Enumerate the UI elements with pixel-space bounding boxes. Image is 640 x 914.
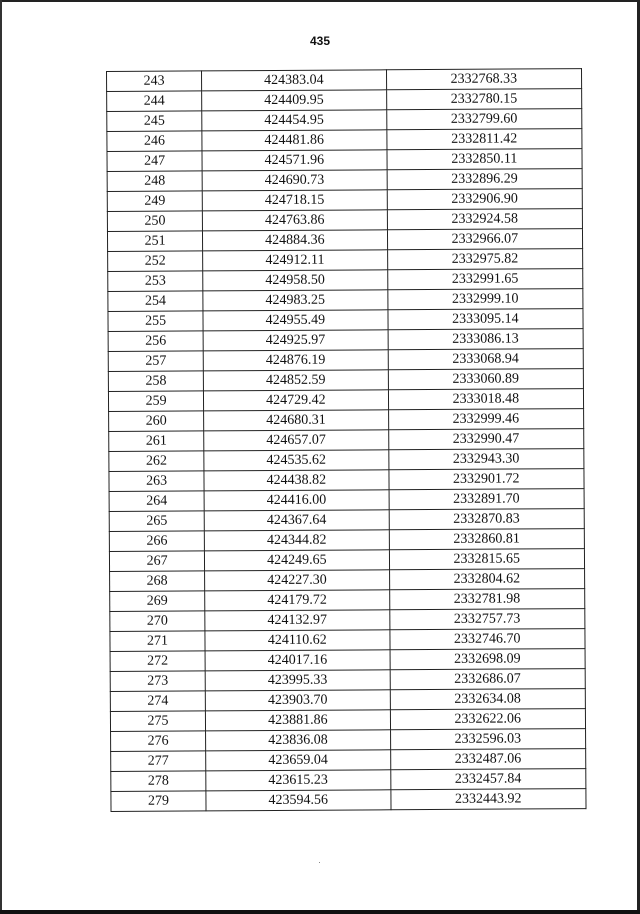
- point-number-cell: 259: [108, 391, 203, 412]
- easting-cell: 423659.04: [206, 750, 391, 771]
- easting-cell: 424416.00: [204, 490, 389, 511]
- northing-cell: 2332811.42: [386, 129, 582, 150]
- point-number-cell: 278: [111, 771, 206, 792]
- table-row: [109, 429, 584, 452]
- point-number-cell: 249: [107, 191, 202, 212]
- point-number-cell: 256: [108, 331, 203, 352]
- table-row: [108, 369, 583, 392]
- point-number-cell: 255: [108, 311, 203, 332]
- table-row: [111, 789, 586, 812]
- table-row: [110, 629, 585, 652]
- northing-cell: 2332457.84: [390, 769, 586, 790]
- table-row: [107, 129, 582, 152]
- easting-cell: 424249.65: [205, 550, 390, 571]
- point-number-cell: 254: [108, 291, 203, 312]
- point-number-cell: 279: [111, 791, 206, 812]
- scan-edge-bottom: [0, 910, 640, 914]
- northing-cell: 2332698.09: [390, 649, 586, 670]
- table-row: [109, 449, 584, 472]
- easting-cell: 424017.16: [205, 650, 390, 671]
- point-number-cell: 266: [109, 531, 204, 552]
- scan-edge-left: [0, 0, 2, 914]
- easting-cell: 424958.50: [203, 270, 388, 291]
- table-row: [109, 529, 584, 552]
- table-row: [107, 229, 582, 252]
- table-row: [107, 169, 582, 192]
- northing-cell: 2332906.90: [387, 189, 583, 210]
- easting-cell: 424912.11: [203, 250, 388, 271]
- easting-cell: 424367.64: [204, 510, 389, 531]
- northing-cell: 2332487.06: [390, 749, 586, 770]
- northing-cell: 2332896.29: [387, 169, 583, 190]
- easting-cell: 424718.15: [202, 190, 387, 211]
- northing-cell: 2332634.08: [390, 689, 586, 710]
- table-row: [110, 589, 585, 612]
- point-number-cell: 248: [107, 171, 202, 192]
- easting-cell: 424179.72: [205, 590, 390, 611]
- table-row: [108, 269, 583, 292]
- northing-cell: 2332799.60: [386, 109, 582, 130]
- scan-edge-top: [0, 0, 640, 2]
- table-row: [111, 769, 586, 792]
- easting-cell: 423881.86: [206, 710, 391, 731]
- easting-cell: 424680.31: [204, 410, 389, 431]
- point-number-cell: 250: [107, 211, 202, 232]
- northing-cell: 2332991.65: [387, 269, 583, 290]
- easting-cell: 424884.36: [203, 230, 388, 251]
- easting-cell: 424344.82: [204, 530, 389, 551]
- easting-cell: 424383.04: [202, 70, 387, 91]
- easting-cell: 424438.82: [204, 470, 389, 491]
- table-row: [107, 89, 582, 112]
- table-row: [111, 749, 586, 772]
- point-number-cell: 275: [110, 711, 205, 732]
- easting-cell: 424535.62: [204, 450, 389, 471]
- table-row: [109, 509, 584, 532]
- easting-cell: 424481.86: [202, 130, 387, 151]
- point-number-cell: 261: [109, 431, 204, 452]
- easting-cell: 424132.97: [205, 610, 390, 631]
- point-number-cell: 244: [107, 91, 202, 112]
- northing-cell: 2332924.58: [387, 209, 583, 230]
- northing-cell: 2333095.14: [388, 309, 584, 330]
- northing-cell: 2332975.82: [387, 249, 583, 270]
- point-number-cell: 258: [108, 371, 203, 392]
- table-row: [107, 69, 582, 92]
- northing-cell: 2333068.94: [388, 349, 584, 370]
- table-row: [110, 669, 585, 692]
- table-row: [107, 209, 582, 232]
- northing-cell: 2332990.47: [388, 429, 584, 450]
- scan-speck: [319, 862, 320, 863]
- point-number-cell: 271: [110, 631, 205, 652]
- easting-cell: 423836.08: [206, 730, 391, 751]
- northing-cell: 2332860.81: [389, 529, 585, 550]
- northing-cell: 2332596.03: [390, 729, 586, 750]
- easting-cell: 424983.25: [203, 290, 388, 311]
- easting-cell: 424729.42: [204, 390, 389, 411]
- point-number-cell: 253: [108, 271, 203, 292]
- point-number-cell: 270: [110, 611, 205, 632]
- northing-cell: 2332999.10: [387, 289, 583, 310]
- point-number-cell: 262: [109, 451, 204, 472]
- easting-cell: 424227.30: [205, 570, 390, 591]
- northing-cell: 2332870.83: [389, 509, 585, 530]
- table-row: [109, 469, 584, 492]
- table-row: [108, 249, 583, 272]
- point-number-cell: 277: [111, 751, 206, 772]
- point-number-cell: 265: [109, 511, 204, 532]
- point-number-cell: 263: [109, 471, 204, 492]
- table-row: [111, 729, 586, 752]
- easting-cell: 424409.95: [202, 90, 387, 111]
- northing-cell: 2332757.73: [389, 609, 585, 630]
- northing-cell: 2332780.15: [386, 89, 582, 110]
- easting-cell: 423594.56: [206, 790, 391, 811]
- easting-cell: 423615.23: [206, 770, 391, 791]
- point-number-cell: 260: [109, 411, 204, 432]
- easting-cell: 424876.19: [203, 350, 388, 371]
- table-row: [107, 189, 582, 212]
- northing-cell: 2332622.06: [390, 709, 586, 730]
- table-row: [107, 149, 582, 172]
- table-row: [110, 609, 585, 632]
- northing-cell: 2332746.70: [389, 629, 585, 650]
- table-row: [109, 409, 584, 432]
- table-row: [110, 569, 585, 592]
- easting-cell: 424110.62: [205, 630, 390, 651]
- table-row: [108, 309, 583, 332]
- northing-cell: 2332966.07: [387, 229, 583, 250]
- point-number-cell: 257: [108, 351, 203, 372]
- easting-cell: 424955.49: [203, 310, 388, 331]
- easting-cell: 424454.95: [202, 110, 387, 131]
- table-row: [110, 689, 585, 712]
- point-number-cell: 246: [107, 131, 202, 152]
- northing-cell: 2332781.98: [389, 589, 585, 610]
- table-row: [109, 489, 584, 512]
- table-row: [108, 349, 583, 372]
- point-number-cell: 267: [109, 551, 204, 572]
- northing-cell: 2332443.92: [390, 789, 586, 810]
- table-row: [108, 289, 583, 312]
- point-number-cell: 247: [107, 151, 202, 172]
- northing-cell: 2332901.72: [389, 469, 585, 490]
- coordinate-table-body: [107, 69, 587, 812]
- point-number-cell: 273: [110, 671, 205, 692]
- table-row: [108, 329, 583, 352]
- point-number-cell: 269: [110, 591, 205, 612]
- page-number: 435: [309, 34, 331, 48]
- northing-cell: 2332815.65: [389, 549, 585, 570]
- northing-cell: 2333060.89: [388, 369, 584, 390]
- table-row: [110, 649, 585, 672]
- point-number-cell: 252: [108, 251, 203, 272]
- table-row: [108, 389, 583, 412]
- easting-cell: 423903.70: [205, 690, 390, 711]
- northing-cell: 2332850.11: [387, 149, 583, 170]
- point-number-cell: 272: [110, 651, 205, 672]
- easting-cell: 424690.73: [202, 170, 387, 191]
- northing-cell: 2333018.48: [388, 389, 584, 410]
- northing-cell: 2332891.70: [389, 489, 585, 510]
- point-number-cell: 245: [107, 111, 202, 132]
- northing-cell: 2333086.13: [388, 329, 584, 350]
- table-row: [109, 549, 584, 572]
- table-row: [110, 709, 585, 732]
- easting-cell: 424925.97: [203, 330, 388, 351]
- northing-cell: 2332686.07: [390, 669, 586, 690]
- easting-cell: 424657.07: [204, 430, 389, 451]
- northing-cell: 2332804.62: [389, 569, 585, 590]
- point-number-cell: 251: [107, 231, 202, 252]
- point-number-cell: 264: [109, 491, 204, 512]
- northing-cell: 2332768.33: [386, 69, 582, 90]
- easting-cell: 424852.59: [203, 370, 388, 391]
- easting-cell: 424571.96: [202, 150, 387, 171]
- northing-cell: 2332999.46: [388, 409, 584, 430]
- point-number-cell: 268: [110, 571, 205, 592]
- northing-cell: 2332943.30: [388, 449, 584, 470]
- point-number-cell: 243: [107, 71, 202, 92]
- point-number-cell: 274: [110, 691, 205, 712]
- easting-cell: 424763.86: [202, 210, 387, 231]
- point-number-cell: 276: [111, 731, 206, 752]
- coordinate-table: [106, 68, 587, 812]
- easting-cell: 423995.33: [205, 670, 390, 691]
- table-row: [107, 109, 582, 132]
